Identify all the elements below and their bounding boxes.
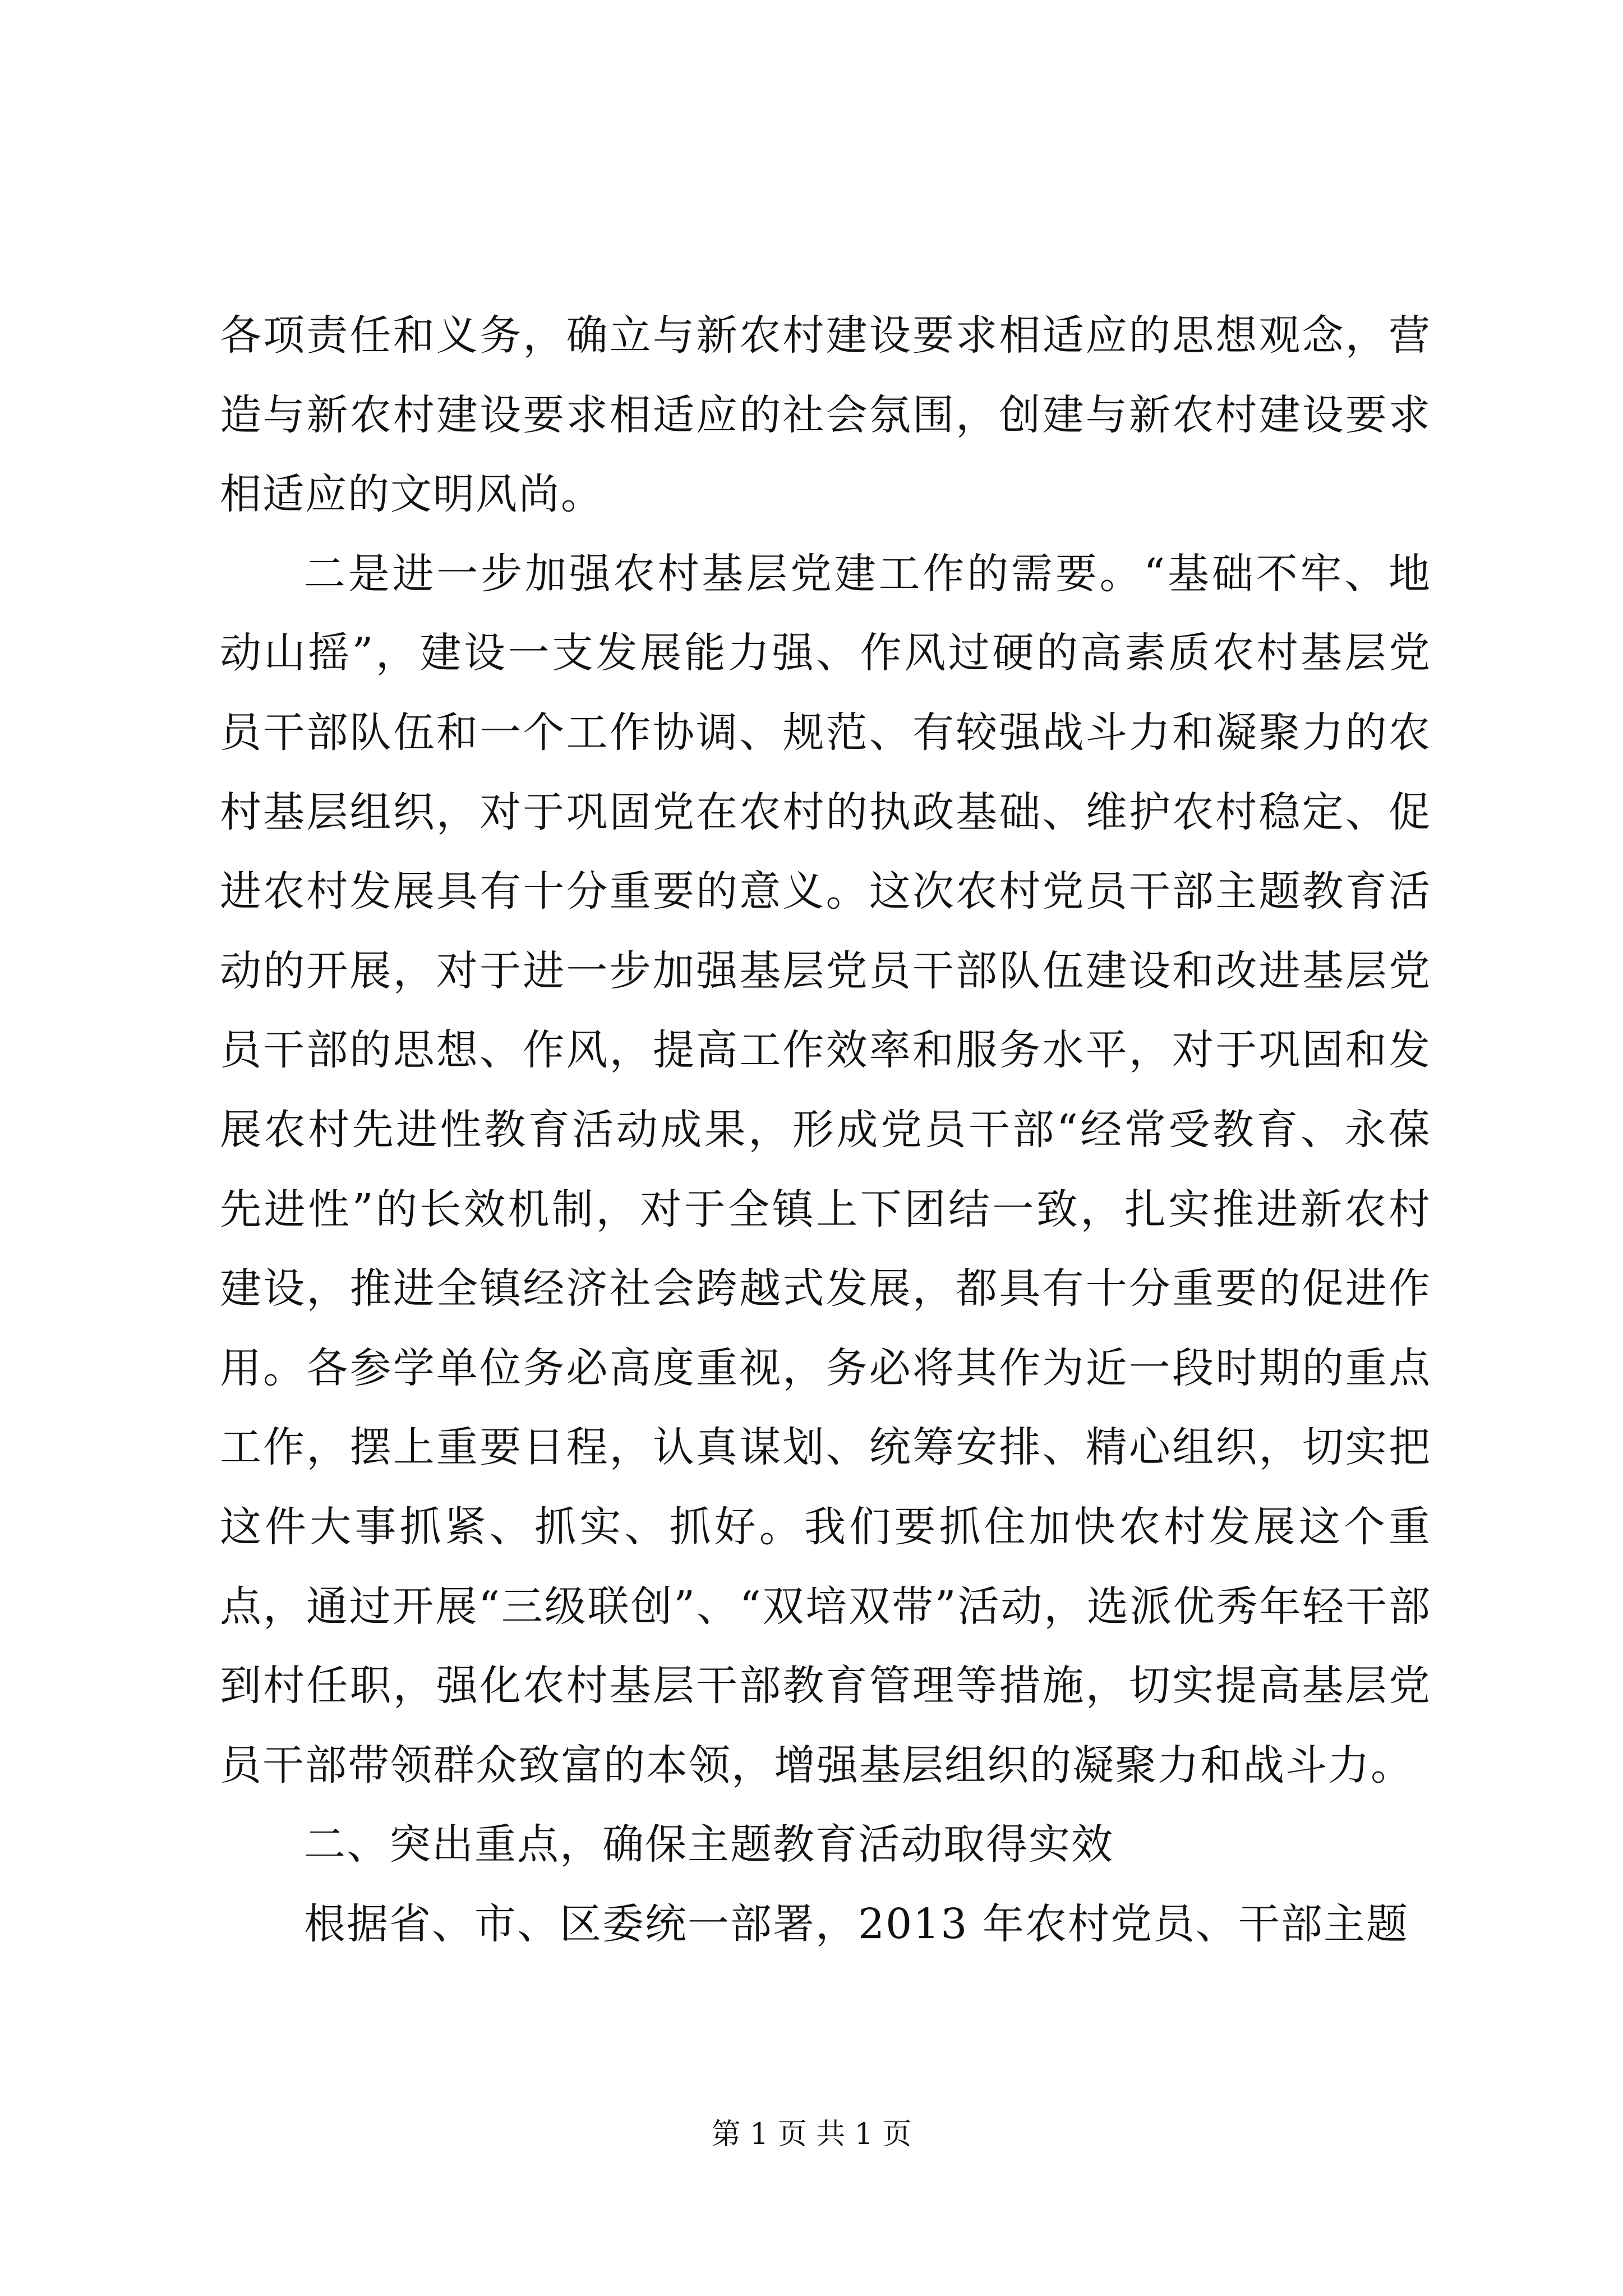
- page-number-label: 第 1 页 共 1 页: [711, 2118, 912, 2151]
- section-heading: 二、突出重点，确保主题教育活动取得实效: [304, 1820, 1114, 1869]
- paragraph-point-two: 二是进一步加强农村基层党建工作的需要。“基础不牢、地动山摇”，建设一支发展能力强、作风过硬的高素质农村基层党员干部队伍和一个工作协调、规范、有较强战斗力和凝聚力的农村基层组织，对于巩固党在农村的执政基础、维护农村稳定、促进农村发展具有十分重要的意义。这次农村党员干部主题教育活动的开展，对于进一步加强基层党员干部队伍建设和改进基层党员干部的思想、作风，提高工作效率和服务水平，对于巩固和发展农村先进性教育活动成果，形成党员干部“经常受教育、永葆先进性”的长效机制，对于全镇上下团结一致，扎实推进新农村建设，推进全镇经济社会跨越式发展，都具有十分重要的促进作用。各参学单位务必高度重视，务必将其作为近一段时期的重点工作，摆上重要日程，认真谋划、统筹安排、精心组织，切实把这件大事抓紧、抓实、抓好。我们要抓住加快农村发展这个重点，通过开展“三级联创”、“双培双带”活动，选派优秀年轻干部到村任职，强化农村基层干部教育管理等措施，切实提高基层党员干部带领群众致富的本领，增强基层组织的凝聚力和战斗力。: [220, 549, 1431, 1789]
- document-body: [220, 296, 1431, 1964]
- paragraph-continuation: 各项责任和义务，确立与新农村建设要求相适应的思想观念，营造与新农村建设要求相适应的社会氛围，创建与新农村建设要求相适应的文明风尚。: [220, 311, 1431, 519]
- page-footer: [0, 2115, 1623, 2154]
- paragraph-section-two-start: 根据省、市、区委统一部署，2013 年农村党员、干部主题: [304, 1899, 1409, 1948]
